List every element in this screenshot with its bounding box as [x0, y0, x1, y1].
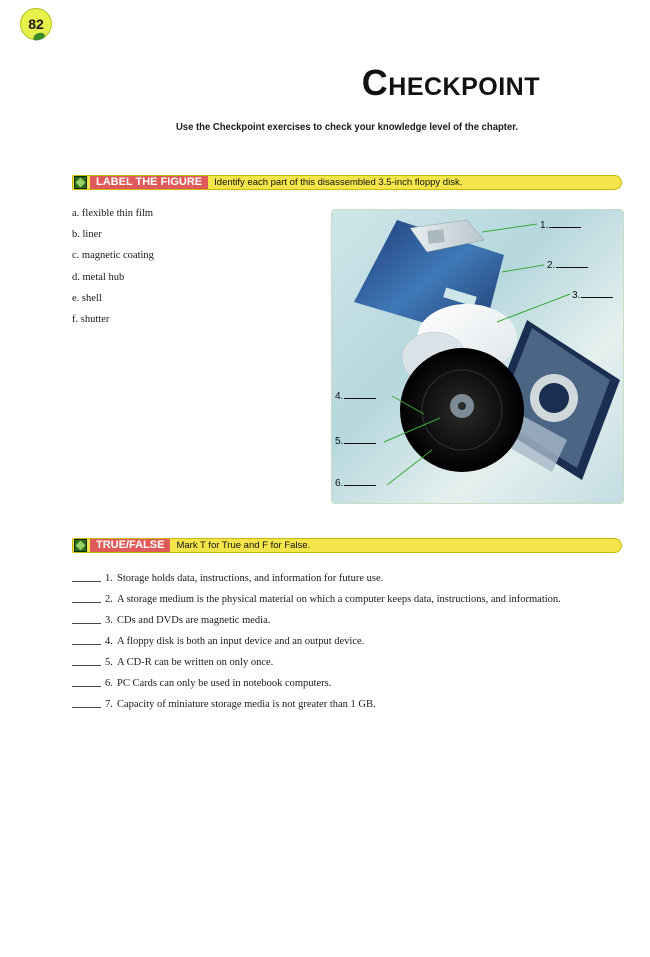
term-item: c. magnetic coating	[72, 250, 154, 262]
question-item: 2. A storage medium is the physical material on which a computer keeps data, instructions, and information.	[72, 593, 592, 606]
true-false-instruction: Mark T for True and F for False.	[176, 540, 311, 551]
answer-blank[interactable]	[72, 656, 101, 666]
question-item: 7. Capacity of miniature storage media is not greater than 1 GB.	[72, 698, 592, 711]
answer-blank[interactable]	[72, 677, 101, 687]
exercise-icon	[74, 176, 87, 189]
exercise-icon	[74, 539, 87, 552]
term-item: b. liner	[72, 229, 102, 241]
question-item: 1. Storage holds data, instructions, and information for future use.	[72, 572, 592, 585]
term-item: e. shell	[72, 292, 102, 304]
question-item: 4. A floppy disk is both an input device and an output device.	[72, 635, 592, 648]
callout-3: 3.	[572, 288, 613, 301]
answer-blank[interactable]	[72, 572, 101, 582]
term-item: d. metal hub	[72, 271, 125, 283]
answer-blank[interactable]	[72, 593, 101, 603]
callout-5: 5.	[335, 434, 376, 447]
answer-blank[interactable]	[72, 614, 101, 624]
callout-2: 2.	[547, 258, 588, 271]
true-false-list	[72, 572, 592, 719]
question-item: 3. CDs and DVDs are magnetic media.	[72, 614, 592, 627]
callout-4: 4.	[335, 389, 376, 402]
callout-1: 1.	[540, 218, 581, 231]
answer-blank[interactable]	[72, 698, 101, 708]
label-figure-title: LABEL THE FIGURE	[90, 176, 208, 189]
true-false-title: TRUE/FALSE	[90, 539, 170, 552]
page-number: 82	[28, 16, 44, 32]
true-false-header	[72, 538, 622, 553]
term-item: f. shutter	[72, 313, 110, 325]
label-figure-instruction: Identify each part of this disassembled 3.5-inch floppy disk.	[214, 177, 463, 188]
term-list	[72, 207, 154, 334]
page-title: Checkpoint	[361, 62, 540, 103]
question-item: 5. A CD-R can be written on only once.	[72, 656, 592, 669]
term-item: a. flexible thin film	[72, 208, 154, 219]
floppy-disk-figure	[331, 209, 624, 504]
question-item: 6. PC Cards can only be used in notebook computers.	[72, 677, 592, 690]
callout-6: 6.	[335, 476, 376, 489]
floppy-disk-illustration	[332, 210, 623, 503]
answer-blank[interactable]	[72, 635, 101, 645]
page-subtitle: Use the Checkpoint exercises to check your knowledge level of the chapter.	[175, 122, 519, 133]
label-figure-header	[72, 175, 622, 190]
